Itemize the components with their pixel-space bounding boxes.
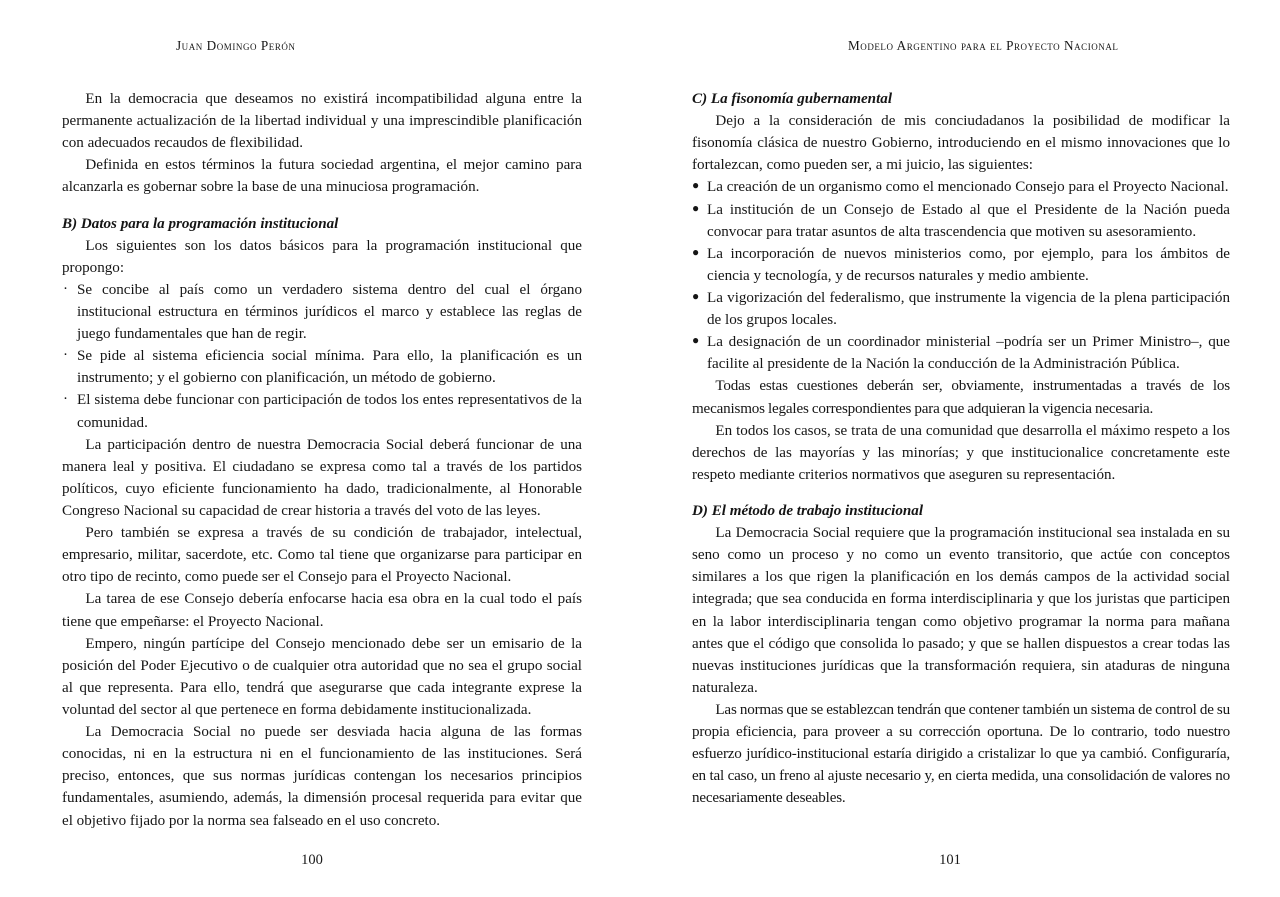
paragraph: Dejo a la consideración de mis conciudadanos la posibilidad de modificar la fisonomía clásica de nuestro Gobierno, introduciendo en el mismo innovaciones que lo fortalezcan, como pueden ser, a mi juicio, las siguientes: (692, 113, 1230, 174)
list-item (692, 176, 1230, 198)
list-item-text: La institución de un Consejo de Estado al que el Presidente de la Nación pueda convocar para tratar asuntos de alta trascendencia que motiven su asesoramiento. (707, 201, 1230, 240)
left-column-body (62, 88, 582, 832)
page-right (640, 0, 1280, 897)
paragraph: La tarea de ese Consejo debería enfocarse hacia esa obra en la cual todo el país tiene que empeñarse: el Proyecto Nacional. (62, 591, 582, 630)
list-item (692, 243, 1230, 287)
running-head-left: Juan Domingo Perón (176, 38, 296, 53)
list-item (692, 199, 1230, 243)
left-bullet-list (62, 279, 582, 434)
section-heading-d: D) El método de trabajo institucional (692, 502, 924, 519)
right-bullet-list (692, 176, 1230, 375)
paragraph: Todas estas cuestiones deberán ser, obviamente, instrumentadas a través de los mecanismos legales correspondientes para que adquieran la vigencia necesaria. (692, 378, 1230, 417)
page-number-left: 100 (301, 852, 323, 868)
list-item (62, 389, 582, 433)
paragraph: La Democracia Social requiere que la programación institucional sea instalada en su seno como un proceso y no como un evento transitorio, que actúe con conceptos similares a los que rigen la planificación en los demás campos de la actividad social integrada; que sea conducida en forma interdisciplinaria y que los juristas que participen en la labor interdisciplinaria tengan como objetivo programar la norma para mañana antes que el código que consolida lo pasado; y que se hallen dispuestos a crear todas las nuevas instituciones jurídicas que la transformación requiera, sin ataduras de ninguna naturaleza. (692, 525, 1230, 696)
bullet-dot-icon: · (63, 280, 68, 297)
bullet-circle-icon: ● (692, 200, 700, 215)
list-item-text: El sistema debe funcionar con participación de todos los entes representativos de la comunidad. (77, 392, 582, 431)
paragraph: En todos los casos, se trata de una comunidad que desarrolla el máximo respeto a los derechos de las mayorías y las minorías; y que institucionalice concretamente este respeto mediante criterios normativos que aseguren su representación. (692, 422, 1230, 483)
paragraph: Los siguientes son los datos básicos para la programación institucional que propongo: (62, 237, 582, 276)
paragraph: Pero también se expresa a través de su condición de trabajador, intelectual, empresario, militar, sacerdote, etc. Como tal tiene que organizarse para participar en otro tipo de recinto, como puede ser el Consejo para el Proyecto Nacional. (62, 525, 582, 586)
paragraph: La participación dentro de nuestra Democracia Social deberá funcionar de una manera leal y positiva. El ciudadano se expresa como tal a través de los partidos políticos, cuyo eficiente funcionamiento ha dado, tradicionalmente, al Honorable Congreso Nacional su capacidad de crear historia a través del voto de las leyes. (62, 436, 582, 519)
list-item-text: La incorporación de nuevos ministerios como, por ejemplo, para los ámbitos de ciencia y tecnología, y de recursos naturales y medio ambiente. (707, 245, 1230, 284)
bullet-circle-icon: ● (692, 288, 700, 303)
paragraph: En la democracia que deseamos no existirá incompatibilidad alguna entre la permanente actualización de la libertad individual y una imprescindible planificación con adecuados recaudos de flexibilidad. (62, 91, 582, 152)
list-item (692, 331, 1230, 375)
section-heading-b: B) Datos para la programación institucional (62, 215, 339, 232)
paragraph: Empero, ningún partícipe del Consejo mencionado debe ser un emisario de la posición del Poder Ejecutivo o de cualquier otra autoridad que no sea el grupo social al que representa. Para ello, tendrá que asegurarse que cada integrante exprese la voluntad del sector al que pertenece en forma debidamente institucionalizada. (62, 635, 582, 718)
list-item-text: La designación de un coordinador ministerial –podría ser un Primer Ministro–, que facilite al presidente de la Nación la conducción de la Administración Pública. (707, 334, 1230, 373)
list-item-text: La creación de un organismo como el mencionado Consejo para el Proyecto Nacional. (707, 179, 1229, 196)
bullet-dot-icon: · (63, 391, 68, 408)
bullet-circle-icon: ● (692, 244, 700, 259)
list-item (62, 279, 582, 345)
list-item-text: La vigorización del federalismo, que instrumente la vigencia de la plena participación de los grupos locales. (707, 289, 1230, 329)
section-heading-c: C) La fisonomía gubernamental (692, 91, 893, 107)
page-number-right: 101 (939, 852, 961, 868)
bullet-circle-icon: ● (692, 178, 700, 193)
bullet-circle-icon: ● (692, 333, 700, 348)
list-item (692, 287, 1230, 331)
list-item-text: Se pide al sistema eficiencia social mínima. Para ello, la planificación es un instrumento; y el gobierno con planificación, un método de gobierno. (77, 348, 582, 387)
paragraph: Las normas que se establezcan tendrán que contener también un sistema de control de su propia eficiencia, para proveer a su corrección oportuna. De lo contrario, todo nuestro esfuerzo jurídico-institucional estaría dirigido a cristalizar lo que ya cambió. Configuraría, en tal caso, un freno al ajuste necesario y, en cierta medida, una consolidación de valores no necesariamente deseables. (692, 701, 1230, 807)
paragraph: Definida en estos términos la futura sociedad argentina, el mejor camino para alcanzarla es gobernar sobre la base de una minuciosa programación. (62, 157, 582, 196)
paragraph: La Democracia Social no puede ser desviada hacia alguna de las formas conocidas, ni en la estructura ni en el funcionamiento de las instituciones. Será preciso, entonces, que sus normas jurídicas contengan los necesarios principios fundamentales, asumiendo, además, la dimensión procesal requerida para evitar que el objetivo fijado por la norma sea falseado en el uso concreto. (62, 724, 582, 829)
list-item-text: Se concibe al país como un verdadero sistema dentro del cual el órgano institucional estructura en términos jurídicos el marco y establece las reglas de juego fundamentales que han de regir. (77, 281, 582, 343)
bullet-dot-icon: · (63, 347, 68, 364)
list-item (62, 345, 582, 389)
running-head-right: Modelo Argentino para el Proyecto Nacional (848, 38, 1119, 53)
right-column-body (692, 88, 1230, 810)
